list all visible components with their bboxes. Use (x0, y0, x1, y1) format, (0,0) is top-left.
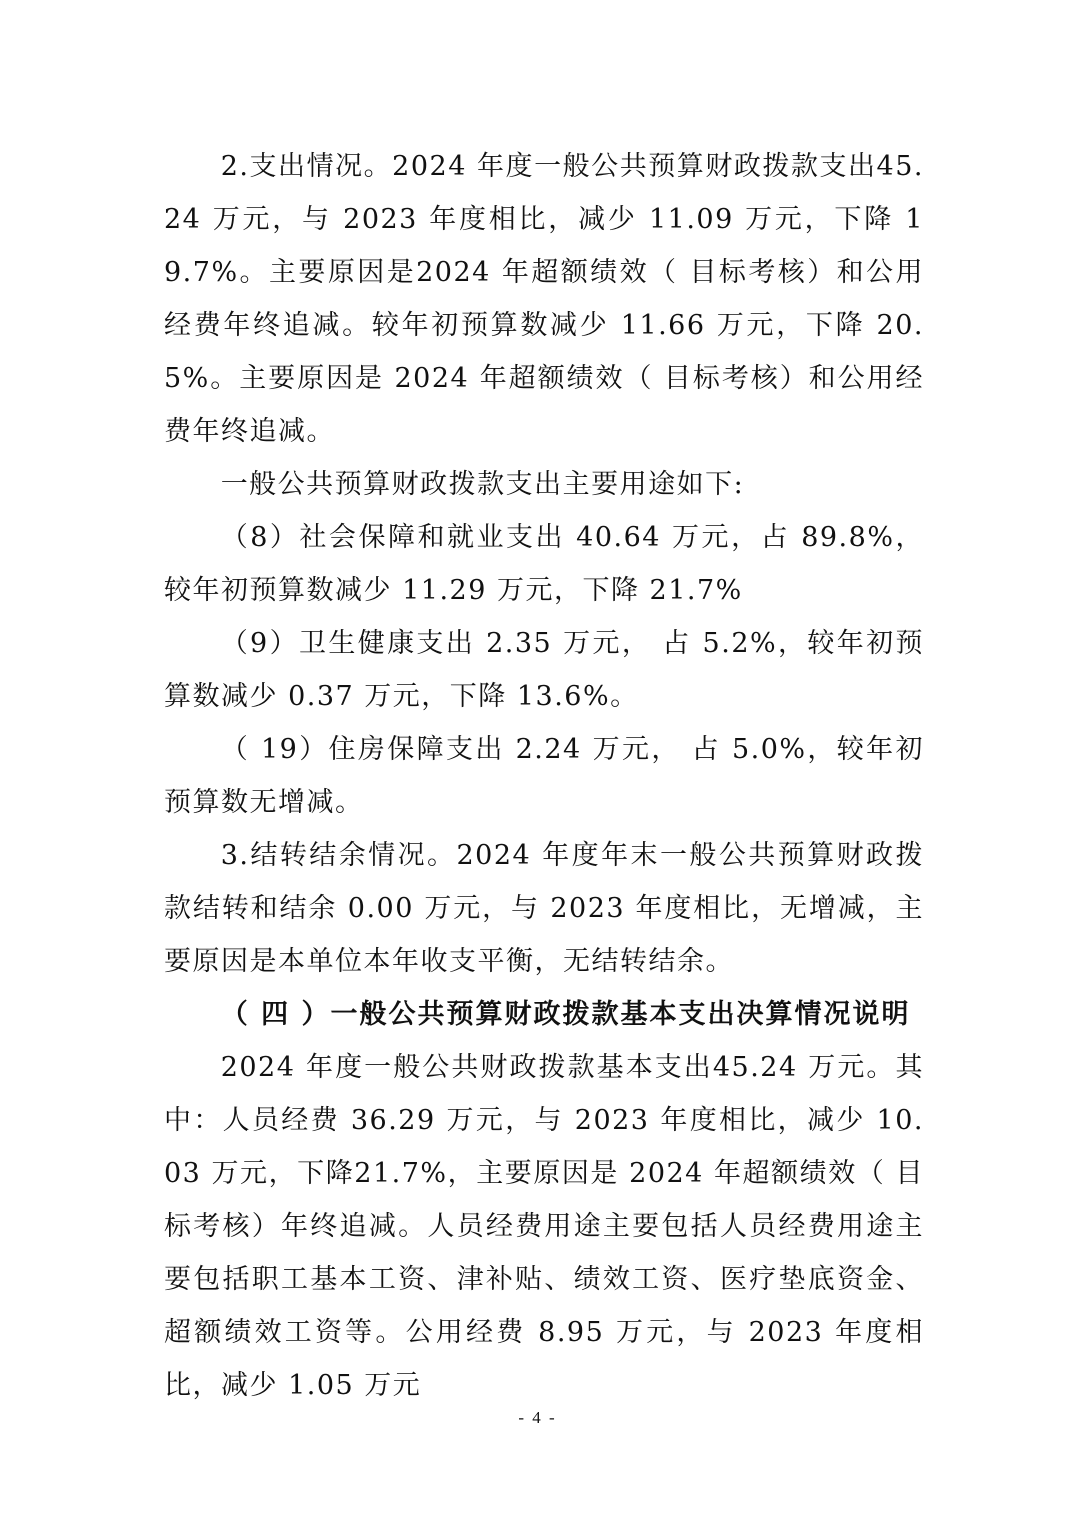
paragraph-expenditure: 2.支出情况。2024 年度一般公共预算财政拨款支出45.24 万元，与 2023 年度相比，减少 11.09 万元，下降 19.7%。主要原因是2024 年超额绩效（ 目标考核）和公用经费年终追减。较年初预算数减少 11.66 万元，下降 20.5%。主要原因是 2024 年超额绩效（ 目标考核）和公用经费年终追减。 (164, 151, 924, 447)
paragraph-social-security: （8）社会保障和就业支出 40.64 万元，占 89.8%，较年初预算数减少 11.29 万元，下降 21.7% (164, 522, 924, 606)
paragraph-health: （9）卫生健康支出 2.35 万元， 占 5.2%，较年初预算数减少 0.37 万元，下降 13.6%。 (164, 628, 924, 712)
page-number: - 4 - (518, 1408, 557, 1427)
paragraph-housing: （ 19）住房保障支出 2.24 万元， 占 5.0%，较年初预算数无增减。 (164, 734, 924, 818)
paragraph-carryover: 3.结转结余情况。2024 年度年末一般公共预算财政拨款结转和结余 0.00 万元，与 2023 年度相比，无增减，主要原因是本单位本年收支平衡，无结转结余。 (164, 840, 924, 977)
document-body (164, 140, 924, 1412)
section-heading: （ 四 ）一般公共预算财政拨款基本支出决算情况说明 (220, 999, 911, 1030)
paragraph-basic-expenditure: 2024 年度一般公共财政拨款基本支出45.24 万元。其中：人员经费 36.29 万元，与 2023 年度相比，减少 10.03 万元，下降21.7%，主要原因是 2024 年超额绩效（ 目标考核）年终追减。人员经费用途主要包括人员经费用途主要包括职工基本工资、津补贴、绩效工资、医疗垫底资金、超额绩效工资等。公用经费 8.95 万元，与 2023 年度相比，减少 1.05 万元 (164, 1052, 924, 1401)
paragraph-main-uses-intro: 一般公共预算财政拨款支出主要用途如下: (220, 469, 745, 500)
